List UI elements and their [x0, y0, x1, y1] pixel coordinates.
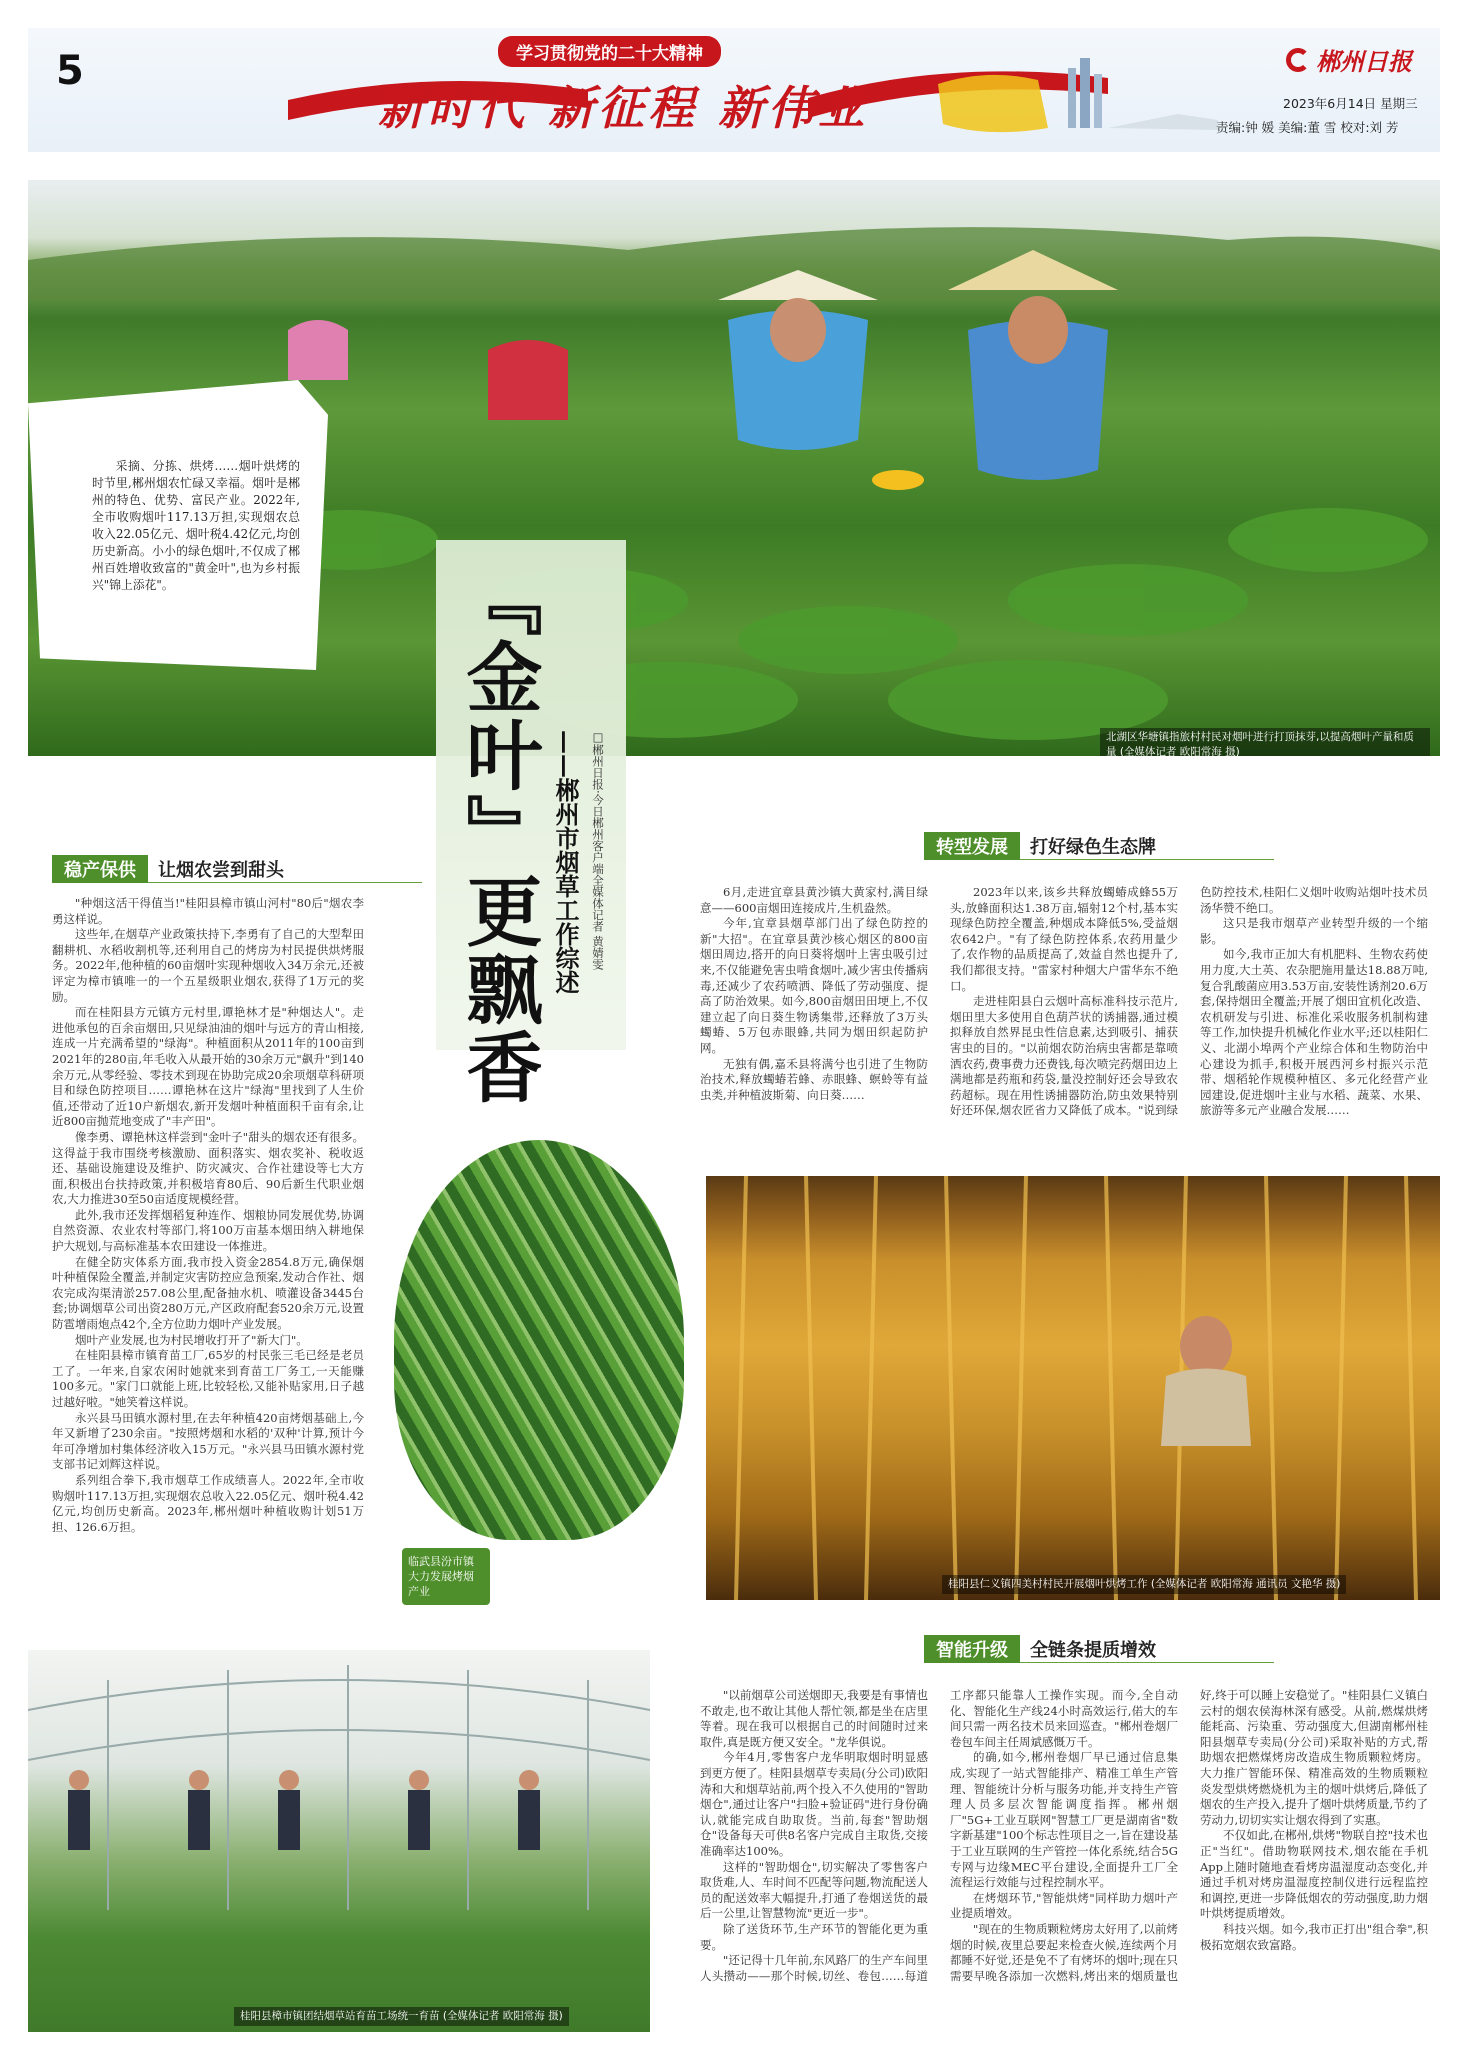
paragraph: 如今,我市正加大有机肥料、生物农药使用力度,大土英、农杂肥施用量达18.88万吨,复合乳酸菌应用3.53万亩,安装性诱剂20.6万套,保持烟田全覆盖;开展了烟田宜机化改造、农机研发与引进、标准化采收服务机制构建等工作,加快提升机械化作业水平;还以桂阳仁义、北湖小埠两个产业综合体和生物防治中心建设为抓手,积极开展西河乡村振兴示范带、烟稻轮作规模种植区、多元化经营产业园建设,促进烟叶主业与水稻、蔬菜、水果、旅游等多元产业融合发展……: [1200, 947, 1428, 1118]
paragraph: 无独有偶,嘉禾县将满兮也引进了生物防治技术,释放蠋蝽若蜂、赤眼蜂、螟蛉等有益虫类,并种植波斯菊、向日葵……: [700, 1056, 928, 1102]
masthead: [28, 28, 1440, 152]
section-header-transform: [924, 832, 1274, 860]
section-body-smart: [700, 1688, 1428, 2036]
paragraph: 烟叶产业发展,也为村民增收打开了"新大门"。: [75, 1332, 308, 1347]
paper-logo: [1286, 42, 1412, 77]
field-photo-caption: 临武县汾市镇大力发展烤烟产业: [402, 1548, 490, 1605]
greenhouse-photo-caption: 桂阳县樟市镇团结烟草站育苗工场统一育苗 (全媒体记者 欧阳常海 摄): [234, 2007, 569, 2026]
top-photo-caption: 北湖区华塘镇指旅村村民对烟叶进行打顶抹芽,以提高烟叶产量和质量 (全媒体记者 欧阳常海 摄): [1100, 728, 1430, 756]
paragraph: 6月,走进宜章县黄沙镇大黄家村,满目绿意——600亩烟田连接成片,生机盎然。: [700, 885, 928, 915]
paragraph: 像李勇、谭艳林这样尝到"金叶子"甜头的烟农还有很多。这得益于我市围绕考核激励、面积落实、烟农奖补、税收返还、基础设施建设及维护、防灾减灾、合作社建设等七大方面,积极出台扶持政策,并积极培育80后、90后新生代职业烟农,大力推进30至50亩适度规模经营。: [52, 1129, 364, 1207]
paper-name: 郴州日报: [1316, 48, 1412, 76]
paragraph: 在健全防灾体系方面,我市投入资金2854.8万元,确保烟叶种植保险全覆盖,并制定灾害防控应急预案,发动合作社、烟农完成沟渠清淤257.08公里,配备抽水机、喷灌设备3445台套;协调烟草公司出资280万元,产区政府配套520余万元,设置防雹增雨炮点42个,全方位助力烟叶产业发展。: [52, 1254, 364, 1332]
paragraph: 除了送货环节,生产环节的智能化更为重要。: [700, 1921, 928, 1952]
paragraph: 2023年以来,该乡共释放蠋蝽成蜂55万头,放蜂面积达1.38万亩,辐射12个村,基本实现绿色防控全覆盖,种烟成本降低5%,受益烟农642户。"有了绿色防控体系,农药用量少了,农作物的品质提高了,效益自然也提升了,我们都很支持。"雷家村种烟大户雷华东不绝口。: [950, 885, 1178, 993]
slogan: 新时代 新征程 新伟业: [378, 81, 869, 135]
logo-icon: [1286, 48, 1310, 72]
paragraph: 的确,如今,郴州卷烟厂早已通过信息集成,实现了一站式智能排产、精准工单生产管理、智能统计分析与服务功能,并支持生产管理人员多层次智能调度指挥。郴州烟厂"5G+工业互联网"智慧工厂更是湖南省"数字新基建"100个标志性项目之一,旨在建设基于工业互联网的生产管控一体化系统,结合5G专网与边缘MEC平台建设,全面提升工厂全流程运行效能与过程控制水平。: [950, 1750, 1178, 1890]
byline: □郴州日报·今日郴州客户端全媒体记者 黄婧雯: [591, 730, 605, 970]
paragraph: "还记得十几年前,东风路厂的生产车间里人头攒动——那个时候,切丝、卷包……每道工序都只能靠人工操作实现。而今,全自动化、智能化生产线24小时高效运行,偌大的车间只需一两名技术员来回巡查。"郴州卷烟厂卷包车间主任周斌感慨万千。: [700, 1688, 1178, 1983]
paragraph: 永兴县马田镇水源村里,在去年种植420亩烤烟基础上,今年又新增了230余亩。"按照烤烟和水稻的'双种'计算,预计今年可净增加村集体经济收入15万元。"永兴县马田镇水源村党支部书记刘辉这样说。: [52, 1410, 364, 1472]
paragraph: 此外,我市还发挥烟稻复种连作、烟粮协同发展优势,协调自然资源、农业农村等部门,将100万亩基本烟田纳入耕地保护大规划,与高标准基本农田建设一体推进。: [52, 1207, 364, 1254]
section-tag: 智能升级: [924, 1635, 1020, 1663]
paragraph: 今年4月,零售客户龙华明取烟时明显感到更方便了。桂阳县烟草专卖局(分公司)欧阳涛和大和烟草站前,两个投入不久使用的"智助烟仓",通过让客户"扫脸+验证码"进行身份确认,就能完成自助取货。当前,每套"智助烟仓"设备每天可供8名客户完成自主取货,交接准确率达100%。: [700, 1750, 928, 1858]
section-tag: 转型发展: [924, 832, 1020, 860]
paragraph: 在桂阳县樟市镇育苗工厂,65岁的村民张三毛已经是老员工了。一年来,自家农闲时她就来到育苗工厂务工,一天能赚100多元。"家门口就能上班,比较轻松,又能补贴家用,日子越过越好啦。"她笑着这样说。: [52, 1348, 364, 1409]
page-number: 5: [56, 48, 84, 94]
barn-photo: [706, 1176, 1440, 1600]
paragraph: 在烤烟环节,"智能烘烤"同样助力烟叶产业提质增效。: [950, 1890, 1178, 1921]
paragraph: "种烟这活干得值当!"桂阳县樟市镇山河村"80后"烟农李勇这样说。: [52, 896, 364, 926]
editors: 责编:钟 媛 美编:董 雪 校对:刘 芳: [1216, 120, 1399, 135]
paragraph: 走进桂阳县白云烟叶高标准科技示范片,烟田里大多使用自色葫芦状的诱捕器,通过模拟释放自然界昆虫性信息素,达到吸引、捕获害虫的目的。"以前烟农防治病虫害都是靠喷洒农药,费事费力还费钱,每次喷完药烟田边上满地都是药瓶和药袋,量没控制好还会导致农药超标。现在用性诱捕器防治,防虫效果特别好还环保,烟农匠省力又降低了成本。"说到绿色防控技术,桂阳仁义烟叶收购站烟叶技术员汤华赞不绝口。: [950, 885, 1428, 1118]
paragraph: 系列组合拳下,我市烟草工作成绩喜人。2022年,全市收购烟叶117.13万担,实现烟农总收入22.05亿元、烟叶税4.42亿元,均创历史新高。2023年,郴州烟叶种植收购计划51万担、126.6万担。: [52, 1472, 364, 1534]
paragraph: 今年,宜章县烟草部门出了绿色防控的新"大招"。在宜章县黄沙核心烟区的800亩烟田周边,搭开的向日葵将烟叶上害虫吸引过来,不仅能避免害虫啃食烟叶,减少害虫传播病毒,还减少了农药喷洒、降低了劳动强度、提高了防治效果。如今,800亩烟田田埂上,不仅建立起了向日葵生物诱集带,还释放了3万头蠋蝽、5万包赤眼蜂,共同为烟田织起防护网。: [700, 916, 928, 1055]
paragraph: 这样的"智助烟仓",切实解决了零售客户取货难,人、车时间不匹配等问题,物流配送人员的配送效率大幅提升,打通了卷烟送货的最后一公里,让智慧物流"更近一步"。: [700, 1859, 928, 1921]
paragraph: 科技兴烟。如今,我市正打出"组合拳",积极拓宽烟农致富路。: [1200, 1921, 1428, 1952]
headline-sub: ——郴州市烟草工作综述: [551, 730, 580, 994]
field-photo: [394, 1140, 684, 1540]
lede-text: 采摘、分拣、烘烤……烟叶烘烤的时节里,郴州烟农忙碌又幸福。烟叶是郴州的特色、优势、富民产业。2022年,全市收购烟叶117.13万担,实现烟农总收入22.05亿元、烟叶税4.42亿元,均创历史新高。小小的绿色烟叶,不仅成了郴州百姓增收致富的"黄金叶",也为乡村振兴"锦上添花"。: [92, 459, 300, 592]
barn-leaves: [706, 1176, 1440, 1600]
greenhouse-scene: [28, 1650, 650, 2032]
greenhouse-photo: [28, 1650, 650, 2032]
paragraph: "以前烟草公司送烟即天,我要是有事情也不敢走,也不敢让其他人帮忙领,都是坐在店里等着。现在我可以根据自己的时间随时过来取件,真是既方便又安全。"龙华俱说。: [700, 1688, 928, 1749]
paragraph: "现在的生物质颗粒烤房太好用了,以前烤烟的时候,夜里总要起来检查火候,连续两个月都睡不好觉,还是免不了有烤坏的烟叶;现在只需要早晚各添加一次燃料,烤出来的烟质量也好,终于可以睡上安稳觉了。"桂阳县仁义镇白云村的烟农侯海林深有感受。从前,燃煤烘烤能耗高、污染重、劳动强度大,但湖南郴州桂阳县烟草专卖局(分公司)采取补贴的方式,帮助烟农把燃煤烤房改造成生物质颗粒烤房。大力推广智能环保、精准高效的生物质颗粒炎发型烘烤燃烧机为主的烟叶烘烤后,降低了烟农的生产投入,提升了烟叶烘烤质量,节约了劳动力,切切实实让烟农得到了实惠。: [950, 1688, 1428, 1983]
section-body-transform: [700, 885, 1428, 1175]
section-body-stable: [52, 896, 364, 1596]
section-title: 全链条提质增效: [1030, 1639, 1156, 1661]
section-title: 打好绿色生态牌: [1030, 836, 1156, 858]
section-header-stable: [52, 855, 422, 883]
section-tag: 稳产保供: [52, 855, 148, 883]
section-header-smart: [924, 1635, 1274, 1663]
headline-main: 『金叶』更飘香: [454, 560, 543, 1106]
paragraph: 而在桂阳县方元镇方元村里,谭艳林才是"种烟达人"。走进他承包的百余亩烟田,只见绿油油的烟叶与远方的青山相接,连成一片充满希望的"绿海"。种植面积从2011年的100亩到2021年的280亩,年毛收入从最开始的30余万元"飙升"到140余万元,从零经验、零技术到现在协助完成20余项烟草科研项目和绿色防控项目……谭艳林在这片"绿海"里找到了人生价值,还带动了近10户新烟农,新开发烟叶种植面积千亩有余,让近800亩抛荒地变成了"丰产田"。: [52, 1005, 364, 1129]
banner-theme: 学习贯彻党的二十大精神: [498, 36, 721, 67]
paragraph: 这些年,在烟草产业政策扶持下,李勇有了自己的大型犁田翻耕机、水稻收割机等,还利用自己的烤房为村民提供烘烤服务。2022年,他种植的60亩烟叶实现种烟收入34万余元,还被评定为樟市镇唯一的一个五星级职业烟农,获得了1万元的奖励。: [52, 927, 364, 1004]
barn-photo-caption: 桂阳县仁义镇四美村村民开展烟叶烘烤工作 (全媒体记者 欧阳常海 通讯员 文艳华 摄): [942, 1575, 1346, 1594]
paragraph: 这只是我市烟草产业转型升级的一个缩影。: [1200, 916, 1428, 946]
section-title: 让烟农尝到甜头: [158, 859, 284, 881]
paragraph: 不仅如此,在郴州,烘烤"物联自控"技术也正"当红"。借助物联网技术,烟农能在手机App上随时随地查看烤房温湿度动态变化,并通过手机对烤房温湿度控制仪进行远程监控和调控,更进一步降低烟农的劳动强度,助力烟叶烘烤提质增效。: [1200, 1828, 1428, 1921]
issue-date: 2023年6月14日 星期三: [1283, 96, 1418, 111]
